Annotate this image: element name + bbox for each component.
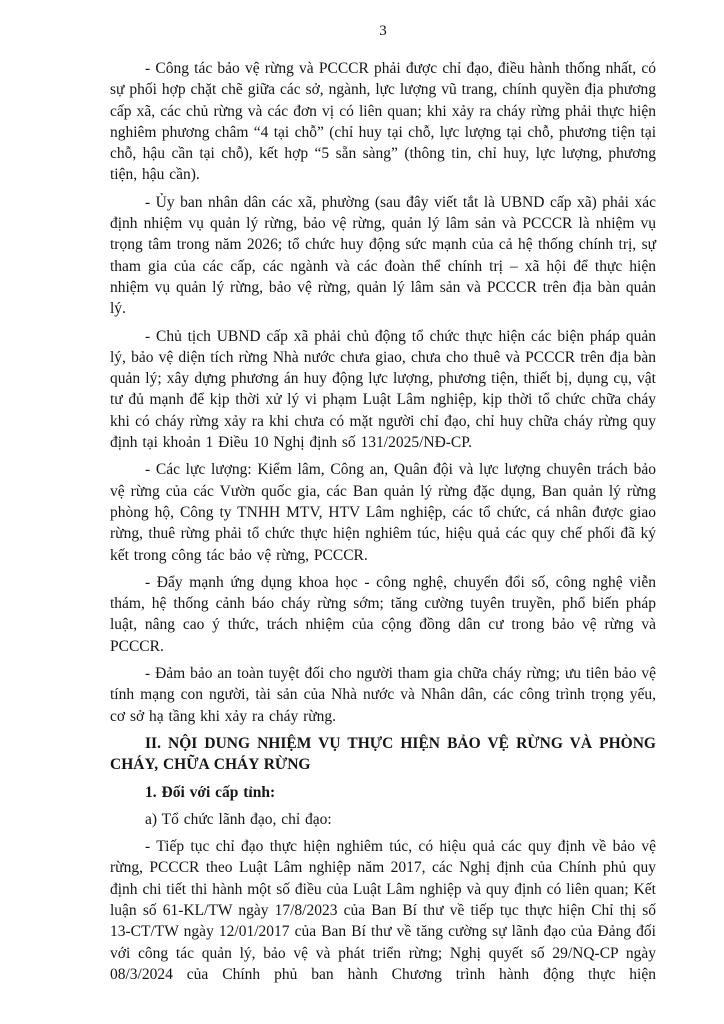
paragraph-technology-application: - Đẩy mạnh ứng dụng khoa học - công nghệ, chuyển đổi số, công nghệ viễn thám, hệ thống cảnh báo cháy rừng sớm; tăng cường tuyên truyền, phổ biến pháp luật, nâng cao ý thức, trách nhiệm của cộng đồng dân cư trong bảo vệ rừng và PCCCR. — [110, 573, 656, 655]
paragraph-safety-assurance: - Đảm bảo an toàn tuyệt đối cho người tham gia chữa cháy rừng; ưu tiên bảo vệ tính mạng con người, tài sản của Nhà nước và Nhân dân, các công trình trọng yếu, cơ sở hạ tầng khi xảy ra cháy rừng. — [110, 665, 656, 725]
point-a-leadership-label: a) Tổ chức lãnh đạo, chỉ đạo: — [145, 810, 332, 828]
section-heading-ii: II. NỘI DUNG NHIỆM VỤ THỰC HIỆN BẢO VỆ RỪNG VÀ PHÒNG CHÁY, CHỮA CHÁY RỪNG — [110, 734, 656, 774]
paragraph-chairman-ubnd-responsibility: - Chủ tịch UBND cấp xã phải chủ động tổ chức thực hiện các biện pháp quản lý, bảo vệ diện tích rừng Nhà nước chưa giao, chưa cho thuê và PCCCR trên địa bàn quản lý; xây dựng phương án huy động lực lượng, phương tiện, thiết bị, dụng cụ, vật tư đủ mạnh để kịp thời xử lý vi phạm Luật Lâm nghiệp, kịp thời tổ chức chữa cháy khi có cháy rừng xảy ra khi chưa có mặt người chỉ đạo, chỉ huy chữa cháy rừng quy định tại khoản 1 Điều 10 Nghị định số 131/2025/NĐ-CP. — [110, 327, 656, 452]
paragraph-forces-cooperation: - Các lực lượng: Kiểm lâm, Công an, Quân đội và lực lượng chuyên trách bảo vệ rừng của các Vườn quốc gia, các Ban quản lý rừng đặc dụng, Ban quản lý rừng phòng hộ, Công ty TNHH MTV, HTV Lâm nghiệp, các tổ chức, cá nhân được giao rừng, thuê rừng phải tổ chức thực hiện nghiêm túc, hiệu quả các quy chế phối đã ký kết trong công tác bảo vệ rừng, PCCCR. — [110, 461, 656, 564]
paragraph-ubnd-commune-duty: - Ủy ban nhân dân các xã, phường (sau đây viết tắt là UBND cấp xã) phải xác định nhiệm vụ quản lý rừng, bảo vệ rừng, quản lý lâm sản và PCCCR là nhiệm vụ trọng tâm trong năm 2026; tổ chức huy động sức mạnh của cả hệ thống chính trị, sự tham gia của các cấp, các ngành và các đoàn thể chính trị – xã hội để thực hiện nhiệm vụ quản lý rừng, bảo vệ rừng, quản lý lâm sản và PCCCR trên địa bàn quản lý. — [110, 193, 656, 318]
paragraph-coordination-principle: - Công tác bảo vệ rừng và PCCCR phải được chỉ đạo, điều hành thống nhất, có sự phối hợp chặt chẽ giữa các sở, ngành, lực lượng vũ trang, chính quyền địa phương cấp xã, các chủ rừng và các đơn vị có liên quan; khi xảy ra cháy rừng phải thực hiện nghiêm phương châm “4 tại chỗ” (chỉ huy tại chỗ, lực lượng tại chỗ, phương tiện tại chỗ, hậu cần tại chỗ), kết hợp “5 sẵn sàng” (thông tin, chỉ huy, lực lượng, phương tiện, hậu cần). — [110, 60, 656, 184]
paragraph-legal-documents: - Tiếp tục chỉ đạo thực hiện nghiêm túc, có hiệu quả các quy định về bảo vệ rừng, PCCCR theo Luật Lâm nghiệp năm 2017, các Nghị định của Chính phủ quy định chi tiết thi hành một số điều của Luật Lâm nghiệp và quy định có liên quan; Kết luận số 61-KL/TW ngày 17/8/2023 của Ban Bí thư về tiếp tục thực hiện Chỉ thị số 13-CT/TW ngày 12/01/2017 của Ban Bí thư về tăng cường sự lãnh đạo của Đảng đối với công tác quản lý, bảo vệ và phát triển rừng; Nghị quyết số 29/NQ-CP ngày 08/3/2024 của Chính phủ ban hành Chương trình hành động thực hiện — [110, 838, 656, 983]
subsection-heading-province-level: 1. Đối với cấp tỉnh: — [145, 783, 276, 801]
page-number: 3 — [379, 23, 387, 39]
